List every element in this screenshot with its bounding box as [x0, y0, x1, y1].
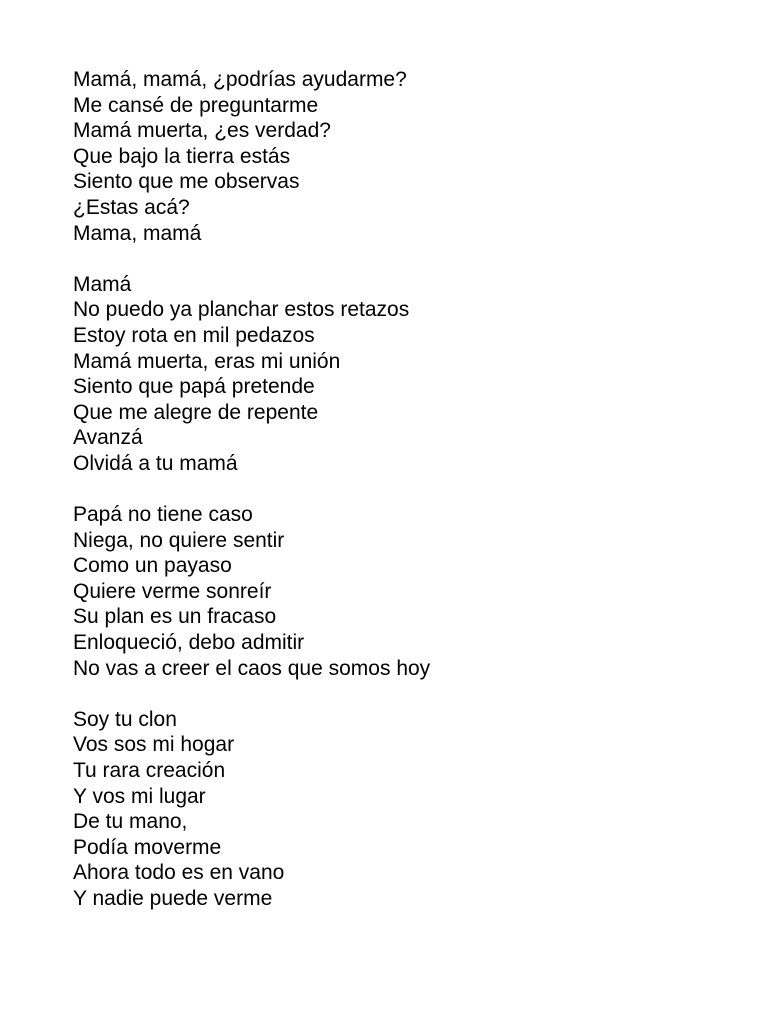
lyric-line: Podía moverme: [73, 835, 222, 859]
lyric-line: Mamá muerta, eras mi unión: [73, 349, 341, 373]
lyric-line: Papá no tiene caso: [73, 503, 253, 527]
lyric-line: Vos sos mi hogar: [73, 733, 235, 757]
lyrics-body: [73, 67, 713, 937]
lyric-line: No vas a creer el caos que somos hoy: [73, 656, 431, 680]
lyric-line: Que bajo la tierra estás: [73, 144, 291, 168]
lyric-line: Me cansé de preguntarme: [73, 93, 319, 117]
stanza-3: [73, 502, 713, 681]
lyric-line: Mama, mamá: [73, 221, 202, 245]
lyric-line: Y nadie puede verme: [73, 887, 273, 910]
lyric-line: Niega, no quiere sentir: [73, 528, 285, 552]
stanza-2: [73, 272, 713, 477]
lyric-line: Enloqueció, debo admitir: [73, 631, 305, 655]
lyric-line: Olvidá a tu mamá: [73, 451, 238, 475]
lyric-line: Tu rara creación: [73, 759, 226, 783]
lyric-line: Como un payaso: [73, 554, 232, 578]
lyric-line: Y vos mi lugar: [73, 784, 206, 808]
lyric-line: Siento que me observas: [73, 170, 300, 194]
lyric-line: De tu mano,: [73, 810, 188, 834]
lyric-line: Mamá, mamá, ¿podrías ayudarme?: [73, 68, 407, 91]
lyric-line: No puedo ya planchar estos retazos: [73, 298, 410, 322]
lyric-line: Su plan es un fracaso: [73, 605, 277, 629]
lyric-line: Siento que papá pretende: [73, 375, 315, 399]
lyric-line: Ahora todo es en vano: [73, 861, 285, 885]
lyric-line: Avanzá: [73, 426, 143, 450]
lyric-line: Mamá muerta, ¿es verdad?: [73, 119, 331, 143]
stanza-1: [73, 67, 713, 246]
lyric-line: Soy tu clon: [73, 707, 177, 731]
lyric-line: Quiere verme sonreír: [73, 579, 272, 603]
lyric-line: Mamá: [73, 272, 132, 296]
stanza-4: [73, 707, 713, 912]
lyric-line: ¿Estas acá?: [73, 195, 190, 219]
lyric-line: Estoy rota en mil pedazos: [73, 323, 315, 347]
lyric-line: Que me alegre de repente: [73, 400, 319, 424]
